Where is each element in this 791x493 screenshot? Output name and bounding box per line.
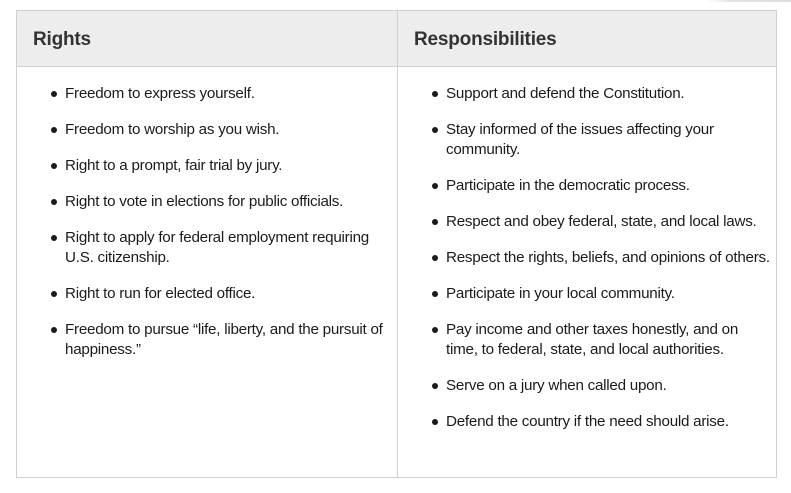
list-item — [17, 284, 397, 304]
list-item-text: Right to a prompt, fair trial by jury. — [65, 157, 283, 174]
bullet-icon — [51, 235, 57, 241]
bullet-icon — [432, 219, 438, 225]
list-item-text: Participate in your local community. — [446, 285, 675, 302]
list-item-text: Serve on a jury when called upon. — [446, 377, 667, 394]
list-item — [17, 192, 397, 212]
list-item-text: Freedom to worship as you wish. — [65, 121, 280, 138]
page-edge-shadow — [706, 0, 791, 2]
list-item-text: Freedom to pursue “life, liberty, and the pursuit of happiness.” — [65, 321, 383, 358]
rights-responsibilities-table — [16, 10, 777, 478]
list-item — [398, 212, 776, 232]
list-item — [398, 284, 776, 304]
list-item-text: Right to run for elected office. — [65, 285, 256, 302]
list-item-text: Defend the country if the need should arise. — [446, 413, 729, 430]
list-item — [398, 320, 776, 360]
list-item — [17, 84, 397, 104]
bullet-icon — [432, 383, 438, 389]
list-item-text: Freedom to express yourself. — [65, 85, 255, 102]
rights-header: Rights — [17, 11, 398, 66]
list-item — [398, 412, 776, 432]
list-item — [398, 376, 776, 396]
rights-list — [17, 84, 397, 360]
bullet-icon — [432, 255, 438, 261]
table-body-row — [17, 67, 776, 477]
responsibilities-cell — [398, 67, 776, 477]
list-item-text: Stay informed of the issues affecting your community. — [446, 121, 714, 158]
list-item-text: Participate in the democratic process. — [446, 177, 690, 194]
list-item — [17, 120, 397, 140]
list-item — [17, 320, 397, 360]
bullet-icon — [51, 127, 57, 133]
rights-cell — [17, 67, 398, 477]
list-item — [398, 248, 776, 268]
bullet-icon — [51, 291, 57, 297]
bullet-icon — [432, 419, 438, 425]
bullet-icon — [51, 327, 57, 333]
list-item — [398, 120, 776, 160]
bullet-icon — [51, 163, 57, 169]
list-item-text: Pay income and other taxes honestly, and on time, to federal, state, and local authorities. — [446, 321, 739, 358]
responsibilities-list — [398, 84, 776, 432]
list-item-text: Respect and obey federal, state, and local laws. — [446, 213, 757, 230]
responsibilities-header: Responsibilities — [414, 29, 557, 50]
list-item — [17, 228, 397, 268]
bullet-icon — [51, 91, 57, 97]
list-item-text: Right to vote in elections for public officials. — [65, 193, 344, 210]
list-item — [17, 156, 397, 176]
list-item-text: Support and defend the Constitution. — [446, 85, 685, 102]
bullet-icon — [432, 327, 438, 333]
list-item — [398, 176, 776, 196]
bullet-icon — [432, 91, 438, 97]
list-item — [398, 84, 776, 104]
table-header-row — [17, 11, 776, 67]
list-item-text: Respect the rights, beliefs, and opinions of others. — [446, 249, 770, 266]
bullet-icon — [51, 199, 57, 205]
list-item-text: Right to apply for federal employment requiring U.S. citizenship. — [65, 229, 369, 266]
bullet-icon — [432, 183, 438, 189]
bullet-icon — [432, 127, 438, 133]
bullet-icon — [432, 291, 438, 297]
